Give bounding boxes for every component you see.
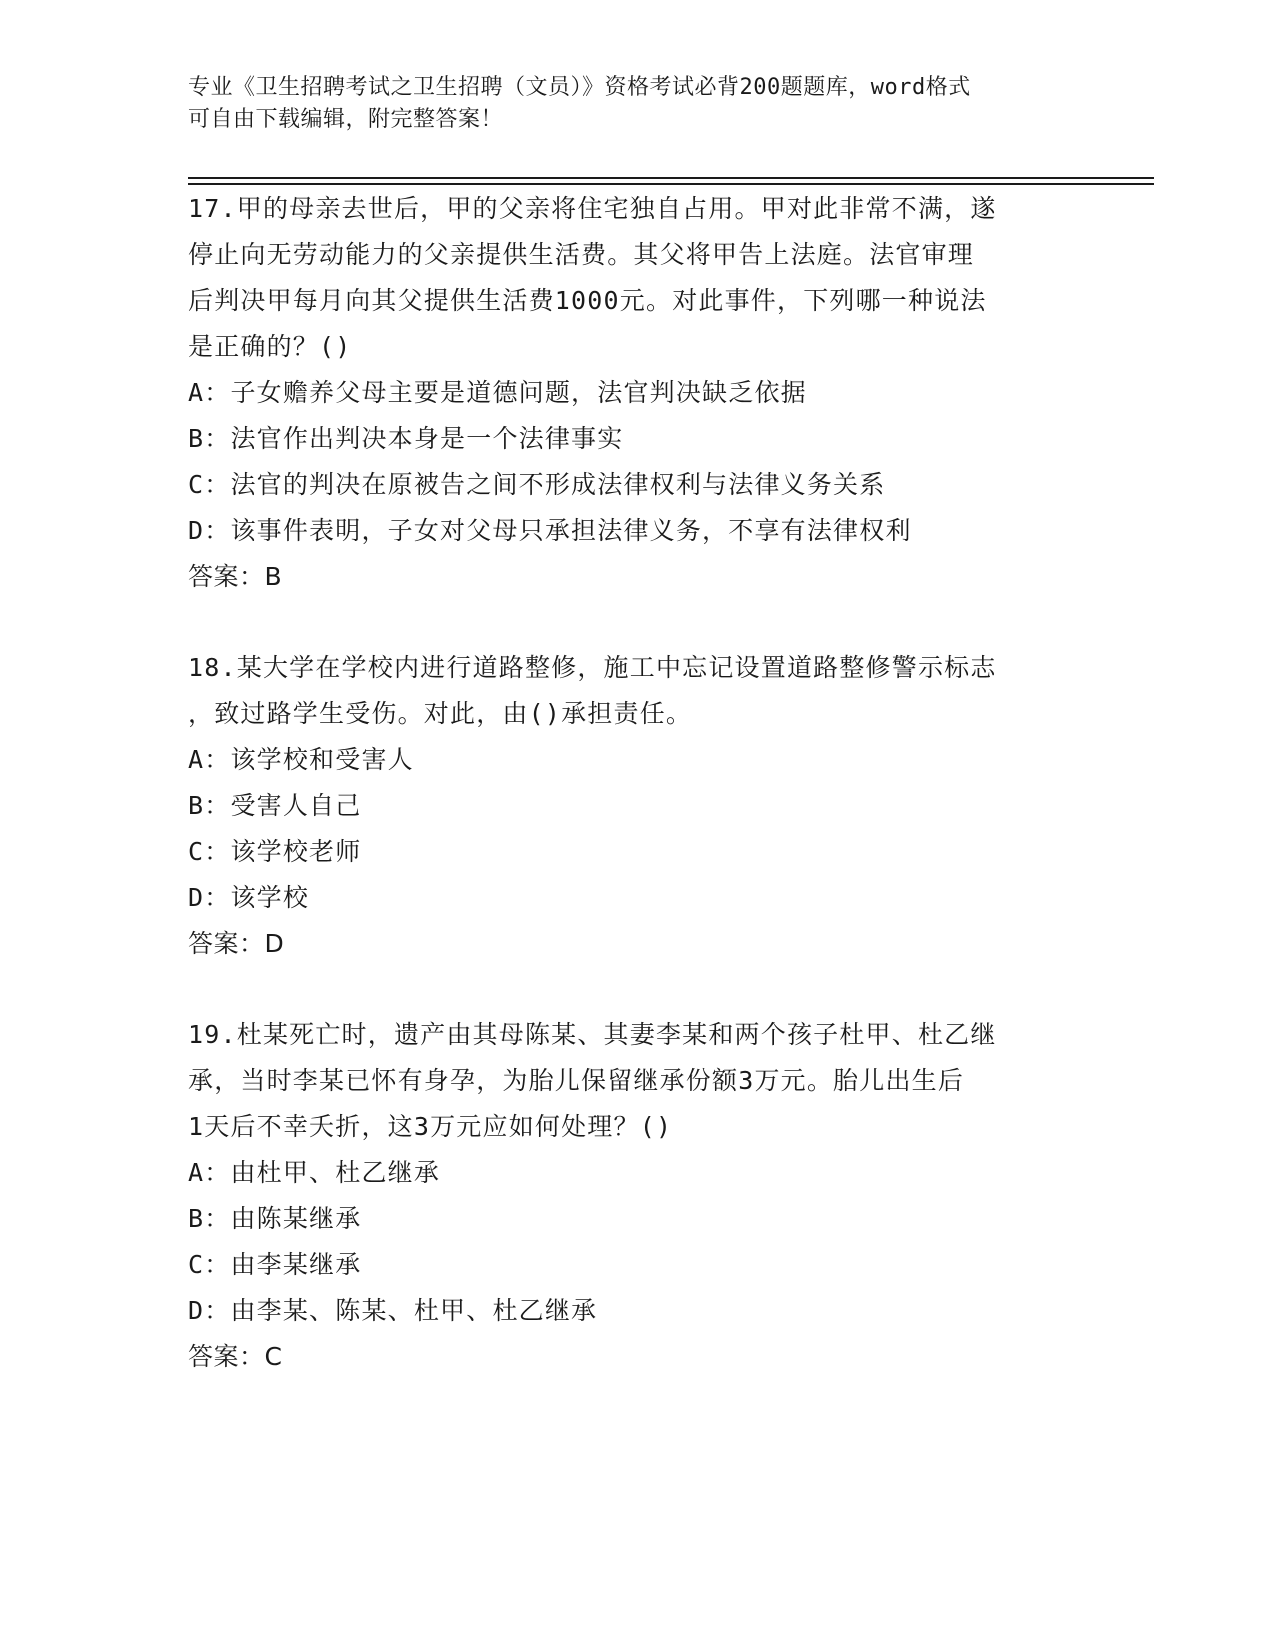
option-b: B：由陈某继承: [188, 1204, 362, 1233]
document-header: [188, 72, 1088, 136]
answer: 答案：C: [188, 1342, 283, 1371]
option-a: A：该学校和受害人: [188, 745, 414, 774]
question-text: 停止向无劳动能力的父亲提供生活费。其父将甲告上法庭。法官审理: [188, 240, 975, 269]
answer: 答案：B: [188, 562, 283, 591]
question-text: 是正确的？(): [188, 332, 352, 361]
question-19: [188, 1012, 1088, 1380]
question-text: 承，当时李某已怀有身孕，为胎儿保留继承份额3万元。胎儿出生后: [188, 1066, 965, 1095]
option-c: C：由李某继承: [188, 1250, 362, 1279]
option-d: D：该学校: [188, 883, 310, 912]
question-text: 19.杜某死亡时，遗产由其母陈某、其妻李某和两个孩子杜甲、杜乙继: [188, 1020, 997, 1049]
header-divider-bottom: [188, 183, 1154, 185]
header-line: 专业《卫生招聘考试之卫生招聘（文员）》资格考试必背200题题库，word格式: [188, 75, 971, 100]
question-text: ，致过路学生受伤。对此，由()承担责任。: [188, 699, 693, 728]
question-text: 18.某大学在学校内进行道路整修，施工中忘记设置道路整修警示标志: [188, 653, 997, 682]
option-a: A：由杜甲、杜乙继承: [188, 1158, 441, 1187]
question-list: [188, 186, 1088, 1425]
option-d: D：由李某、陈某、杜甲、杜乙继承: [188, 1296, 598, 1325]
option-d: D：该事件表明，子女对父母只承担法律义务，不享有法律权利: [188, 516, 912, 545]
answer: 答案：D: [188, 929, 285, 958]
question-18: [188, 645, 1088, 967]
question-17: [188, 186, 1088, 600]
header-line: 可自由下载编辑，附完整答案！: [188, 107, 504, 132]
option-a: A：子女赡养父母主要是道德问题，法官判决缺乏依据: [188, 378, 807, 407]
header-divider-top: [188, 177, 1154, 179]
question-text: 1天后不幸夭折，这3万元应如何处理？(): [188, 1112, 673, 1141]
question-text: 17.甲的母亲去世后，甲的父亲将住宅独自占用。甲对此非常不满，遂: [188, 194, 997, 223]
option-c: C：法官的判决在原被告之间不形成法律权利与法律义务关系: [188, 470, 886, 499]
option-b: B：受害人自己: [188, 791, 362, 820]
question-text: 后判决甲每月向其父提供生活费1000元。对此事件，下列哪一种说法: [188, 286, 987, 315]
option-b: B：法官作出判决本身是一个法律事实: [188, 424, 624, 453]
option-c: C：该学校老师: [188, 837, 362, 866]
